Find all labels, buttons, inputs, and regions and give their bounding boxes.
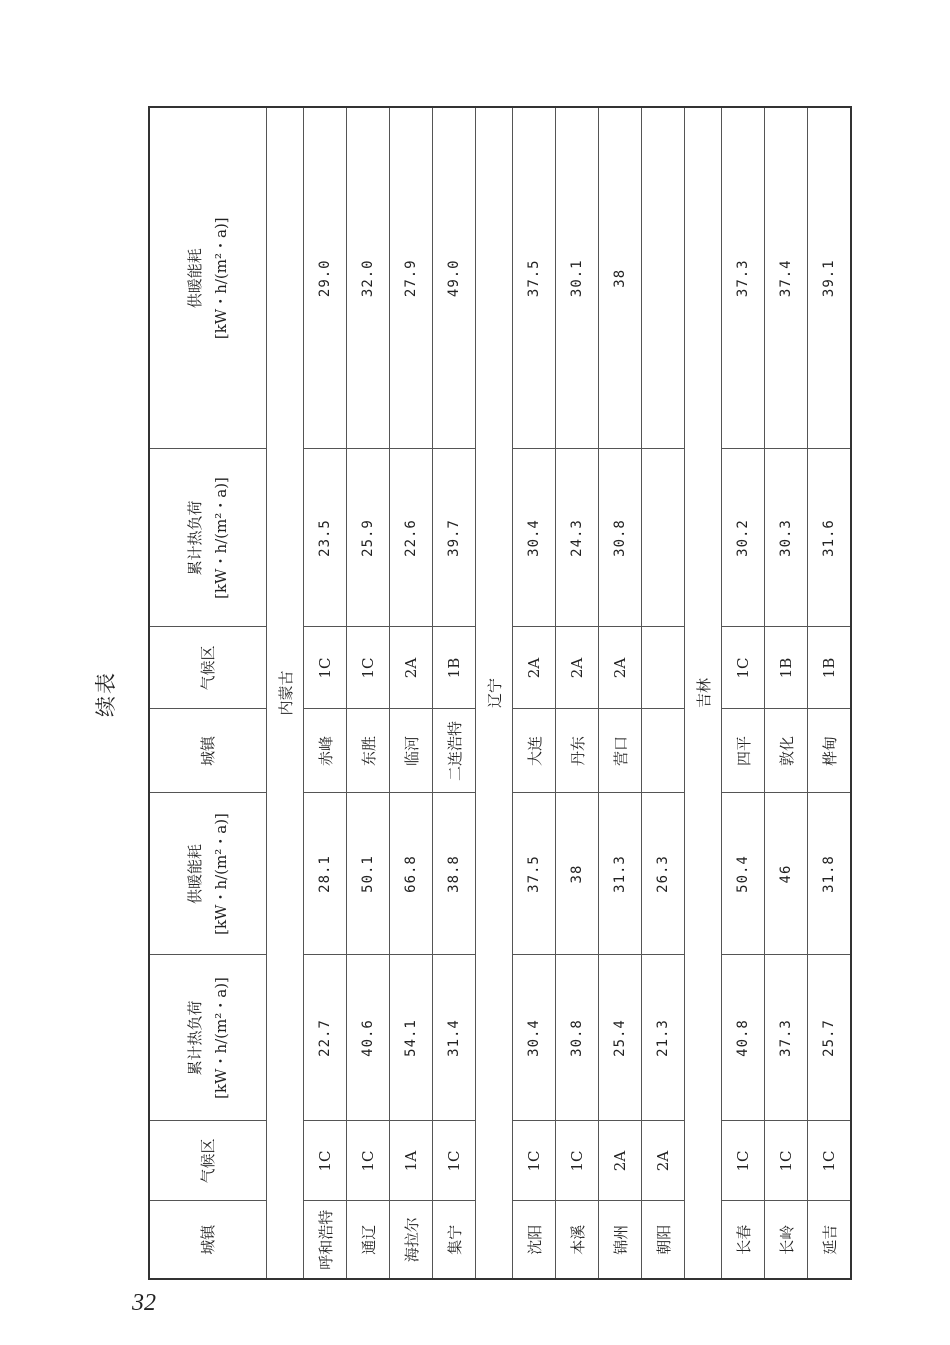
cell-city: 长岭	[765, 1201, 808, 1279]
cell-load: 40.8	[722, 955, 765, 1121]
cell-energy-right	[642, 107, 685, 449]
cell-zone-right: 1C	[347, 627, 390, 709]
cell-city: 通辽	[347, 1201, 390, 1279]
cell-city-right: 二连浩特	[433, 709, 476, 793]
cell-zone-right: 2A	[599, 627, 642, 709]
cell-load: 25.4	[599, 955, 642, 1121]
table-row	[347, 107, 390, 1279]
header-load-2	[149, 449, 267, 627]
cell-load: 54.1	[390, 955, 433, 1121]
cell-zone-right: 1B	[808, 627, 852, 709]
header-row	[149, 107, 267, 1279]
table-row	[390, 107, 433, 1279]
table-row	[304, 107, 347, 1279]
cell-zone: 2A	[599, 1121, 642, 1201]
cell-zone: 1C	[433, 1121, 476, 1201]
cell-city: 集宁	[433, 1201, 476, 1279]
cell-energy-right: 37.3	[722, 107, 765, 449]
cell-load-right: 30.2	[722, 449, 765, 627]
table-row	[556, 107, 599, 1279]
cell-city: 呼和浩特	[304, 1201, 347, 1279]
header-energy	[149, 793, 267, 955]
header-energy-2	[149, 107, 267, 449]
cell-zone: 1C	[304, 1121, 347, 1201]
cell-load-right: 30.4	[513, 449, 556, 627]
province-label: 内蒙古	[267, 107, 304, 1279]
cell-zone-right: 1B	[433, 627, 476, 709]
cell-load: 21.3	[642, 955, 685, 1121]
header-energy-unit: [kW・h/(m²・a)]	[212, 813, 230, 935]
cell-city-right: 桦甸	[808, 709, 852, 793]
cell-energy: 50.4	[722, 793, 765, 955]
cell-zone-right: 2A	[556, 627, 599, 709]
header-energy-title-2: 供暖能耗	[186, 248, 204, 309]
header-energy-unit-2: [kW・h/(m²・a)]	[212, 217, 230, 340]
cell-zone: 1C	[722, 1121, 765, 1201]
table-row	[513, 107, 556, 1279]
table-caption: 续表	[94, 671, 118, 717]
cell-city: 本溪	[556, 1201, 599, 1279]
province-row	[685, 107, 722, 1279]
table-row	[642, 107, 685, 1279]
cell-city-right: 大连	[513, 709, 556, 793]
cell-load-right: 39.7	[433, 449, 476, 627]
cell-zone-right: 1C	[304, 627, 347, 709]
header-load-title-2: 累计热负荷	[186, 500, 204, 576]
table-body	[267, 107, 852, 1279]
cell-load: 40.6	[347, 955, 390, 1121]
header-load-unit: [kW・h/(m²・a)]	[212, 977, 230, 1099]
heating-energy-table	[148, 106, 852, 1280]
cell-energy-right: 49.0	[433, 107, 476, 449]
cell-load-right: 23.5	[304, 449, 347, 627]
cell-energy-right: 37.4	[765, 107, 808, 449]
cell-zone-right: 1B	[765, 627, 808, 709]
province-label: 辽宁	[476, 107, 513, 1279]
cell-energy: 50.1	[347, 793, 390, 955]
cell-zone: 2A	[642, 1121, 685, 1201]
cell-city-right: 临河	[390, 709, 433, 793]
cell-city: 朝阳	[642, 1201, 685, 1279]
cell-load: 30.8	[556, 955, 599, 1121]
header-load-unit-2: [kW・h/(m²・a)]	[212, 477, 230, 599]
header-load	[149, 955, 267, 1121]
cell-energy: 38	[556, 793, 599, 955]
cell-city-right: 敦化	[765, 709, 808, 793]
cell-energy-right: 38	[599, 107, 642, 449]
rotated-table-block	[94, 108, 842, 1280]
cell-energy-right: 32.0	[347, 107, 390, 449]
cell-zone-right: 2A	[513, 627, 556, 709]
cell-zone: 1A	[390, 1121, 433, 1201]
cell-energy: 28.1	[304, 793, 347, 955]
cell-energy-right: 39.1	[808, 107, 852, 449]
cell-city: 海拉尔	[390, 1201, 433, 1279]
cell-zone-right	[642, 627, 685, 709]
cell-city: 长春	[722, 1201, 765, 1279]
cell-city: 锦州	[599, 1201, 642, 1279]
cell-load-right: 30.3	[765, 449, 808, 627]
cell-city-right: 赤峰	[304, 709, 347, 793]
table-row	[765, 107, 808, 1279]
cell-energy: 66.8	[390, 793, 433, 955]
cell-load-right	[642, 449, 685, 627]
cell-load-right: 22.6	[390, 449, 433, 627]
cell-load: 31.4	[433, 955, 476, 1121]
cell-zone-right: 1C	[722, 627, 765, 709]
cell-energy: 31.3	[599, 793, 642, 955]
cell-city: 延吉	[808, 1201, 852, 1279]
cell-zone: 1C	[765, 1121, 808, 1201]
cell-energy-right: 27.9	[390, 107, 433, 449]
cell-energy-right: 37.5	[513, 107, 556, 449]
cell-city-right: 四平	[722, 709, 765, 793]
table-row	[722, 107, 765, 1279]
cell-city-right: 东胜	[347, 709, 390, 793]
cell-energy: 37.5	[513, 793, 556, 955]
header-energy-title: 供暖能耗	[186, 844, 204, 905]
cell-energy-right: 30.1	[556, 107, 599, 449]
cell-energy: 38.8	[433, 793, 476, 955]
cell-city-right	[642, 709, 685, 793]
cell-load: 37.3	[765, 955, 808, 1121]
cell-energy: 31.8	[808, 793, 852, 955]
cell-zone: 1C	[347, 1121, 390, 1201]
cell-load: 25.7	[808, 955, 852, 1121]
cell-load: 30.4	[513, 955, 556, 1121]
cell-zone: 1C	[556, 1121, 599, 1201]
header-zone-2: 气候区	[149, 627, 267, 709]
table-row	[599, 107, 642, 1279]
cell-zone: 1C	[513, 1121, 556, 1201]
cell-city-right: 营口	[599, 709, 642, 793]
header-load-title: 累计热负荷	[186, 1000, 204, 1076]
page-number: 32	[132, 1290, 156, 1316]
cell-load: 22.7	[304, 955, 347, 1121]
cell-energy-right: 29.0	[304, 107, 347, 449]
table-row	[808, 107, 852, 1279]
province-label: 吉林	[685, 107, 722, 1279]
cell-city: 沈阳	[513, 1201, 556, 1279]
cell-load-right: 24.3	[556, 449, 599, 627]
table-row	[433, 107, 476, 1279]
cell-zone: 1C	[808, 1121, 852, 1201]
cell-load-right: 31.6	[808, 449, 852, 627]
province-row	[267, 107, 304, 1279]
cell-load-right: 30.8	[599, 449, 642, 627]
header-zone: 气候区	[149, 1121, 267, 1201]
cell-load-right: 25.9	[347, 449, 390, 627]
header-city: 城镇	[149, 1201, 267, 1279]
cell-city-right: 丹东	[556, 709, 599, 793]
cell-energy: 26.3	[642, 793, 685, 955]
header-city-2: 城镇	[149, 709, 267, 793]
province-row	[476, 107, 513, 1279]
cell-energy: 46	[765, 793, 808, 955]
cell-zone-right: 2A	[390, 627, 433, 709]
